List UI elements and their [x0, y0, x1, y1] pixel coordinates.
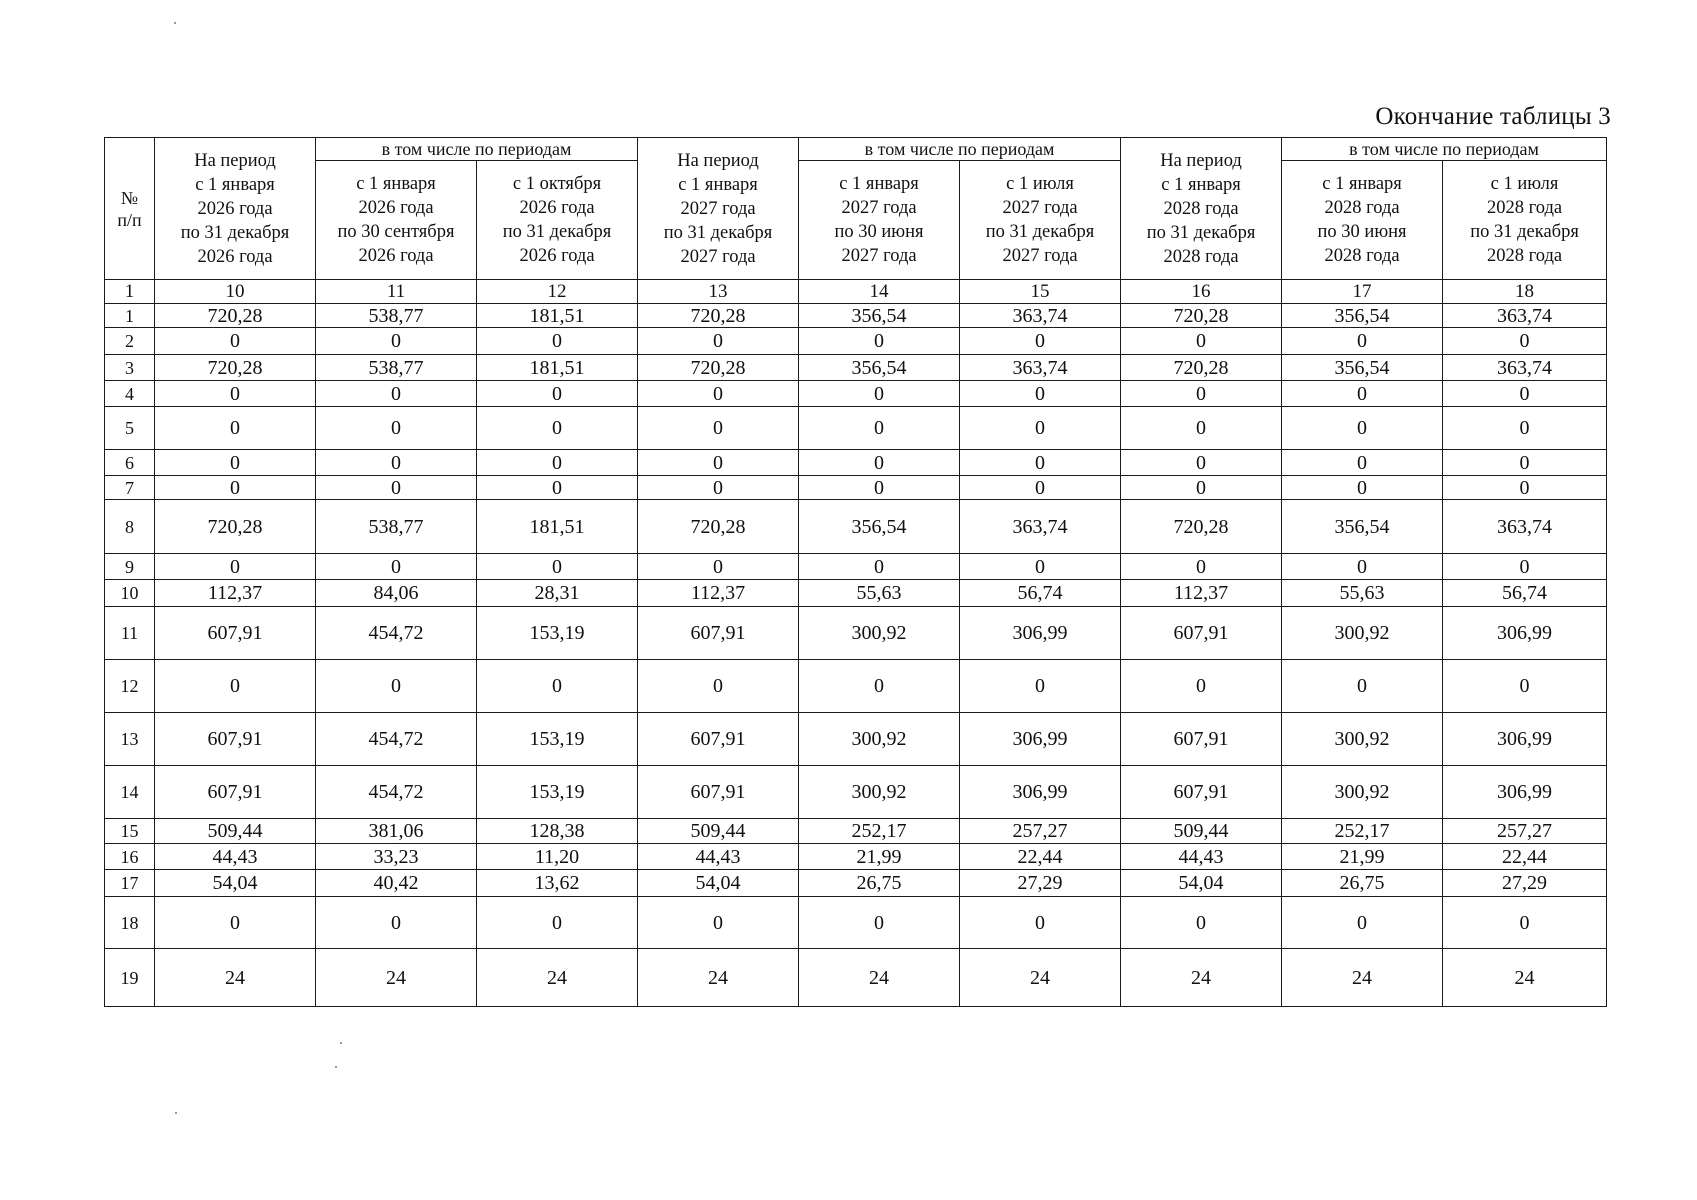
table-cell: 40,42: [316, 870, 477, 897]
table-cell: 300,92: [799, 713, 960, 766]
table-row: [105, 660, 1607, 713]
table-cell: 0: [638, 660, 799, 713]
table-cell: 0: [316, 381, 477, 407]
table-cell: 306,99: [1443, 766, 1607, 819]
table-cell: 0: [477, 381, 638, 407]
table-cell: 128,38: [477, 819, 638, 844]
table-cell: 56,74: [1443, 580, 1607, 607]
table-cell: 607,91: [155, 713, 316, 766]
table-cell: 0: [1443, 660, 1607, 713]
table-cell: 363,74: [960, 500, 1121, 554]
table-cell: 24: [960, 949, 1121, 1007]
row-number-cell: 2: [105, 328, 155, 355]
header-subperiod-2027-1: с 1 января 2027 года по 30 июня 2027 года: [799, 161, 960, 280]
table-cell: 0: [960, 897, 1121, 949]
column-number-cell: 14: [799, 280, 960, 304]
table-cell: 54,04: [638, 870, 799, 897]
table-cell: 112,37: [1121, 580, 1282, 607]
table-cell: 607,91: [638, 607, 799, 660]
row-number-cell: 18: [105, 897, 155, 949]
table-cell: 0: [1443, 554, 1607, 580]
table-cell: 0: [1121, 407, 1282, 450]
table-cell: 0: [477, 328, 638, 355]
table-cell: 509,44: [155, 819, 316, 844]
table-cell: 0: [316, 476, 477, 500]
table-cell: 26,75: [1282, 870, 1443, 897]
table-cell: 0: [1282, 450, 1443, 476]
table-cell: 27,29: [1443, 870, 1607, 897]
column-number-cell: 16: [1121, 280, 1282, 304]
table-cell: 0: [316, 897, 477, 949]
data-table: [104, 137, 1607, 1007]
scan-speck: [335, 1066, 337, 1068]
table-cell: 720,28: [1121, 304, 1282, 328]
table-cell: 257,27: [1443, 819, 1607, 844]
table-cell: 454,72: [316, 766, 477, 819]
row-number-cell: 16: [105, 844, 155, 870]
table-cell: 44,43: [155, 844, 316, 870]
table-cell: 0: [1121, 328, 1282, 355]
table-cell: 181,51: [477, 355, 638, 381]
header-group-2026: в том числе по периодам: [316, 138, 638, 161]
table-cell: 0: [155, 450, 316, 476]
row-number-cell: 7: [105, 476, 155, 500]
table-cell: 720,28: [638, 500, 799, 554]
table-cell: 0: [155, 660, 316, 713]
scan-speck: [340, 1042, 342, 1044]
table-cell: 26,75: [799, 870, 960, 897]
table-cell: 607,91: [155, 607, 316, 660]
table-row: [105, 819, 1607, 844]
table-cell: 252,17: [799, 819, 960, 844]
table-cell: 24: [155, 949, 316, 1007]
table-cell: 0: [799, 476, 960, 500]
table-cell: 356,54: [799, 500, 960, 554]
table-cell: 0: [316, 450, 477, 476]
table-cell: 0: [155, 381, 316, 407]
table-cell: 538,77: [316, 500, 477, 554]
table-cell: 300,92: [1282, 713, 1443, 766]
row-number-cell: 9: [105, 554, 155, 580]
table-cell: 0: [799, 554, 960, 580]
table-row: [105, 476, 1607, 500]
table-cell: 0: [960, 328, 1121, 355]
column-number-cell: 15: [960, 280, 1121, 304]
table-cell: 24: [638, 949, 799, 1007]
table-cell: 0: [960, 476, 1121, 500]
table-cell: 0: [1121, 476, 1282, 500]
scan-speck: [174, 22, 176, 24]
table-cell: 24: [1282, 949, 1443, 1007]
table-cell: 363,74: [960, 304, 1121, 328]
table-cell: 0: [316, 407, 477, 450]
row-number-cell: 1: [105, 304, 155, 328]
row-number-cell: 19: [105, 949, 155, 1007]
header-subperiod-2028-1: с 1 января 2028 года по 30 июня 2028 года: [1282, 161, 1443, 280]
table-cell: 0: [1282, 328, 1443, 355]
table-cell: 112,37: [638, 580, 799, 607]
table-cell: 84,06: [316, 580, 477, 607]
table-cell: 0: [799, 660, 960, 713]
table-cell: 0: [638, 476, 799, 500]
table-cell: 0: [638, 407, 799, 450]
table-cell: 28,31: [477, 580, 638, 607]
table-cell: 0: [1121, 450, 1282, 476]
table-cell: 607,91: [638, 713, 799, 766]
table-row: [105, 766, 1607, 819]
table-cell: 720,28: [155, 304, 316, 328]
table-row: [105, 554, 1607, 580]
scan-speck: [175, 1112, 177, 1114]
table-row: [105, 580, 1607, 607]
table-cell: 0: [316, 660, 477, 713]
table-cell: 720,28: [155, 500, 316, 554]
table-cell: 607,91: [1121, 766, 1282, 819]
table-cell: 112,37: [155, 580, 316, 607]
row-number-cell: 4: [105, 381, 155, 407]
table-cell: 0: [960, 407, 1121, 450]
header-subperiod-2026-1: с 1 января 2026 года по 30 сентября 2026 года: [316, 161, 477, 280]
table-cell: 0: [638, 554, 799, 580]
table-cell: 356,54: [1282, 304, 1443, 328]
table-cell: 257,27: [960, 819, 1121, 844]
header-period-2028: На период с 1 января 2028 года по 31 декабря 2028 года: [1121, 138, 1282, 280]
table-cell: 538,77: [316, 304, 477, 328]
table-cell: 454,72: [316, 713, 477, 766]
table-cell: 252,17: [1282, 819, 1443, 844]
table-cell: 300,92: [799, 766, 960, 819]
table-cell: 0: [316, 554, 477, 580]
table-cell: 720,28: [638, 304, 799, 328]
table-cell: 300,92: [1282, 766, 1443, 819]
table-cell: 181,51: [477, 500, 638, 554]
table-cell: 0: [155, 328, 316, 355]
table-cell: 55,63: [799, 580, 960, 607]
table-cell: 55,63: [1282, 580, 1443, 607]
column-number-cell: 1: [105, 280, 155, 304]
table-cell: 0: [1443, 897, 1607, 949]
table-cell: 24: [1121, 949, 1282, 1007]
table-cell: 607,91: [1121, 713, 1282, 766]
table-cell: 0: [477, 897, 638, 949]
table-row: [105, 500, 1607, 554]
table-cell: 0: [155, 476, 316, 500]
table-cell: 181,51: [477, 304, 638, 328]
table-cell: 363,74: [1443, 500, 1607, 554]
table-cell: 44,43: [638, 844, 799, 870]
table-cell: 56,74: [960, 580, 1121, 607]
row-number-cell: 13: [105, 713, 155, 766]
table-cell: 509,44: [1121, 819, 1282, 844]
table-cell: 0: [960, 660, 1121, 713]
table-caption: Окончание таблицы 3: [1375, 103, 1611, 130]
header-period-2027: На период с 1 января 2027 года по 31 декабря 2027 года: [638, 138, 799, 280]
table-row: [105, 304, 1607, 328]
table-cell: 720,28: [1121, 500, 1282, 554]
table-row: [105, 381, 1607, 407]
table-cell: 0: [1282, 554, 1443, 580]
column-number-cell: 11: [316, 280, 477, 304]
column-number-cell: 10: [155, 280, 316, 304]
table-cell: 22,44: [1443, 844, 1607, 870]
table-cell: 0: [1443, 476, 1607, 500]
table-cell: 363,74: [960, 355, 1121, 381]
table-cell: 27,29: [960, 870, 1121, 897]
table-cell: 0: [477, 407, 638, 450]
table-cell: 0: [1282, 660, 1443, 713]
row-number-cell: 11: [105, 607, 155, 660]
column-number-cell: 18: [1443, 280, 1607, 304]
table-row: [105, 328, 1607, 355]
column-number-cell: 17: [1282, 280, 1443, 304]
table-cell: 0: [477, 476, 638, 500]
table-cell: 0: [1282, 476, 1443, 500]
table-cell: 607,91: [638, 766, 799, 819]
table-cell: 720,28: [638, 355, 799, 381]
table-cell: 607,91: [1121, 607, 1282, 660]
row-number-cell: 12: [105, 660, 155, 713]
table-cell: 54,04: [1121, 870, 1282, 897]
row-number-cell: 15: [105, 819, 155, 844]
table-cell: 306,99: [960, 766, 1121, 819]
table-cell: 0: [638, 381, 799, 407]
table-cell: 0: [155, 554, 316, 580]
table-row: [105, 897, 1607, 949]
table-cell: 0: [1282, 897, 1443, 949]
table-cell: 0: [1121, 660, 1282, 713]
table-row: [105, 713, 1607, 766]
header-subperiod-2027-2: с 1 июля 2027 года по 31 декабря 2027 года: [960, 161, 1121, 280]
table-cell: 0: [799, 450, 960, 476]
table-cell: 153,19: [477, 766, 638, 819]
table-cell: 0: [960, 450, 1121, 476]
table-cell: 0: [960, 381, 1121, 407]
row-number-cell: 10: [105, 580, 155, 607]
table-cell: 0: [1443, 381, 1607, 407]
row-number-cell: 8: [105, 500, 155, 554]
row-number-cell: 14: [105, 766, 155, 819]
table-cell: 24: [316, 949, 477, 1007]
table-cell: 0: [1443, 407, 1607, 450]
table-cell: 0: [1282, 407, 1443, 450]
table-cell: 0: [638, 450, 799, 476]
table-cell: 300,92: [1282, 607, 1443, 660]
table-cell: 0: [155, 897, 316, 949]
table-cell: 363,74: [1443, 355, 1607, 381]
table-cell: 24: [1443, 949, 1607, 1007]
table-cell: 300,92: [799, 607, 960, 660]
table-cell: 0: [1443, 450, 1607, 476]
table-cell: 720,28: [155, 355, 316, 381]
table-row: [105, 949, 1607, 1007]
table-cell: 0: [799, 381, 960, 407]
table-cell: 22,44: [960, 844, 1121, 870]
table-cell: 21,99: [1282, 844, 1443, 870]
table-cell: 454,72: [316, 607, 477, 660]
column-number-row: [105, 280, 1607, 304]
table-cell: 44,43: [1121, 844, 1282, 870]
table-cell: 538,77: [316, 355, 477, 381]
header-group-2027: в том числе по периодам: [799, 138, 1121, 161]
row-number-cell: 5: [105, 407, 155, 450]
table-row: [105, 450, 1607, 476]
table-cell: 306,99: [1443, 713, 1607, 766]
table-cell: 607,91: [155, 766, 316, 819]
table-cell: 0: [799, 407, 960, 450]
table-cell: 0: [799, 328, 960, 355]
table-cell: 0: [316, 328, 477, 355]
table-cell: 24: [477, 949, 638, 1007]
table-cell: 54,04: [155, 870, 316, 897]
table-cell: 306,99: [960, 713, 1121, 766]
table-cell: 363,74: [1443, 304, 1607, 328]
table-cell: 0: [155, 407, 316, 450]
table-cell: 356,54: [1282, 500, 1443, 554]
table-cell: 0: [477, 450, 638, 476]
table-cell: 306,99: [960, 607, 1121, 660]
table-cell: 720,28: [1121, 355, 1282, 381]
table-cell: 13,62: [477, 870, 638, 897]
table-cell: 306,99: [1443, 607, 1607, 660]
table-cell: 0: [1121, 381, 1282, 407]
table-cell: 509,44: [638, 819, 799, 844]
table-cell: 0: [1121, 897, 1282, 949]
header-subperiod-2026-2: с 1 октября 2026 года по 31 декабря 2026 года: [477, 161, 638, 280]
column-number-cell: 12: [477, 280, 638, 304]
table-row: [105, 870, 1607, 897]
table-cell: 0: [799, 897, 960, 949]
table-cell: 0: [1282, 381, 1443, 407]
table-cell: 153,19: [477, 713, 638, 766]
table-cell: 0: [960, 554, 1121, 580]
table-row: [105, 607, 1607, 660]
table-cell: 356,54: [799, 304, 960, 328]
table-cell: 153,19: [477, 607, 638, 660]
header-subperiod-2028-2: с 1 июля 2028 года по 31 декабря 2028 года: [1443, 161, 1607, 280]
header-period-2026: На период с 1 января 2026 года по 31 декабря 2026 года: [155, 138, 316, 280]
table-cell: 24: [799, 949, 960, 1007]
table-row: [105, 355, 1607, 381]
table-cell: 0: [638, 328, 799, 355]
table-cell: 0: [638, 897, 799, 949]
table-cell: 356,54: [799, 355, 960, 381]
table-cell: 356,54: [1282, 355, 1443, 381]
table-cell: 0: [1121, 554, 1282, 580]
table-cell: 0: [477, 660, 638, 713]
table-cell: 21,99: [799, 844, 960, 870]
table-row: [105, 407, 1607, 450]
table-cell: 33,23: [316, 844, 477, 870]
table-row: [105, 844, 1607, 870]
row-number-cell: 6: [105, 450, 155, 476]
table-cell: 381,06: [316, 819, 477, 844]
row-number-cell: 3: [105, 355, 155, 381]
table-cell: 11,20: [477, 844, 638, 870]
header-group-2028: в том числе по периодам: [1282, 138, 1607, 161]
table-cell: 0: [1443, 328, 1607, 355]
column-number-cell: 13: [638, 280, 799, 304]
table-cell: 0: [477, 554, 638, 580]
row-number-cell: 17: [105, 870, 155, 897]
header-row-number: № п/п: [105, 138, 155, 280]
